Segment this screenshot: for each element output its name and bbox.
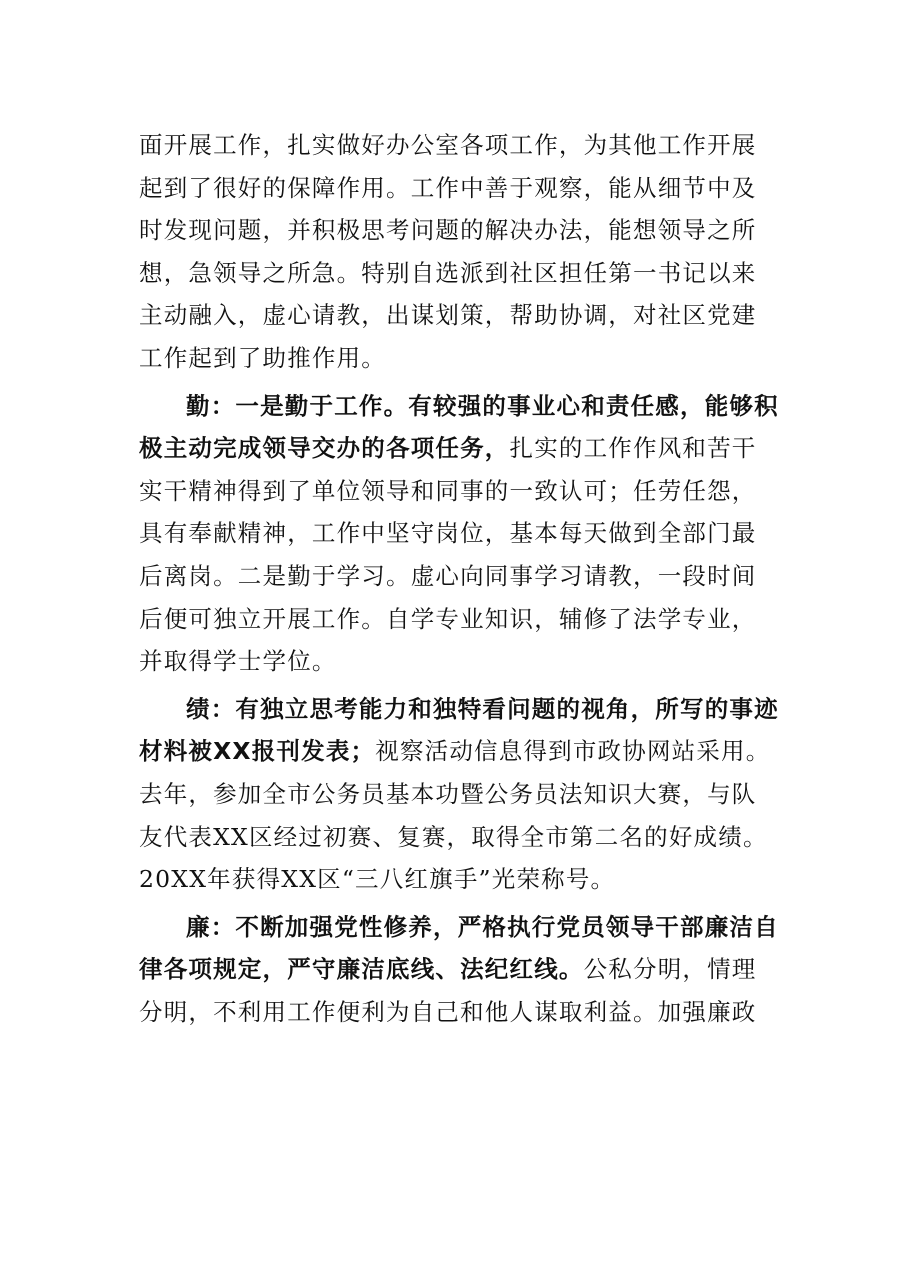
text-line — [139, 209, 779, 252]
text-line — [139, 555, 779, 598]
body-text: 工作起到了助推作用。 — [139, 343, 386, 372]
body-text: 面开展工作，扎实做好办公室各项工作，为其他工作开展 — [139, 131, 757, 159]
text-line — [139, 252, 779, 295]
text-line — [139, 512, 779, 555]
body-text: 后离岗。二是勤于学习。虚心向同事学习请教，一段时间 — [139, 561, 757, 590]
text-line — [139, 816, 779, 859]
text-line — [139, 948, 779, 991]
paragraph — [139, 124, 779, 380]
text-line — [139, 470, 779, 513]
text-line — [139, 598, 779, 641]
body-text: 具有奉献精神，工作中坚守岗位，基本每天做到全部门最 — [139, 519, 757, 548]
body-text: 公私分明，情理 — [583, 955, 757, 984]
text-line — [139, 640, 779, 683]
bold-text: 材料被XX报刊发表； — [139, 737, 376, 766]
body-text: 去年，参加全市公务员基本功暨公务员法知识大赛，与队 — [139, 779, 757, 808]
text-line — [139, 294, 779, 337]
body-text: 分明，不利用工作便利为自己和他人谋取利益。加强廉政 — [139, 997, 757, 1026]
text-line — [139, 385, 779, 428]
text-line — [139, 688, 779, 731]
body-text: 实干精神得到了单位领导和同事的一致认可；任劳任怨， — [139, 476, 757, 505]
document-body — [139, 124, 779, 1033]
text-line — [139, 337, 779, 380]
text-line — [139, 991, 779, 1034]
body-text: 起到了很好的保障作用。工作中善于观察，能从细节中及 — [139, 173, 757, 202]
body-text: 20XX年获得XX区“三八红旗手”光荣称号。 — [139, 865, 616, 894]
paragraph — [139, 688, 779, 901]
body-text: 主动融入，虚心请教，出谋划策，帮助协调，对社区党建 — [139, 301, 757, 330]
body-text: 友代表XX区经过初赛、复赛，取得全市第二名的好成绩。 — [139, 822, 768, 851]
bold-text: 绩：有独立思考能力和独特看问题的视角，所写的事迹 — [186, 694, 779, 723]
text-line — [139, 730, 779, 773]
body-text: 扎实的工作作风和苦干 — [509, 434, 757, 463]
text-line — [139, 427, 779, 470]
body-text: 想，急领导之所急。特别自选派到社区担任第一书记以来 — [139, 258, 757, 287]
text-line — [139, 858, 779, 901]
text-line — [139, 906, 779, 949]
body-text: 并取得学士学位。 — [139, 647, 337, 676]
bold-text: 极主动完成领导交办的各项任务， — [139, 434, 510, 463]
bold-text: 勤：一是勤于工作。有较强的事业心和责任感，能够积 — [186, 391, 779, 420]
body-text: 时发现问题，并积极思考问题的解决办法，能想领导之所 — [139, 216, 757, 245]
paragraph — [139, 385, 779, 683]
bold-text: 廉：不断加强党性修养，严格执行党员领导干部廉洁自 — [186, 912, 779, 941]
text-line — [139, 124, 779, 167]
text-line — [139, 167, 779, 210]
paragraph — [139, 906, 779, 1034]
text-line — [139, 773, 779, 816]
body-text: 视察活动信息得到市政协网站采用。 — [375, 737, 771, 766]
body-text: 后便可独立开展工作。自学专业知识，辅修了法学专业， — [139, 604, 757, 633]
bold-text: 律各项规定，严守廉洁底线、法纪红线。 — [139, 955, 584, 984]
